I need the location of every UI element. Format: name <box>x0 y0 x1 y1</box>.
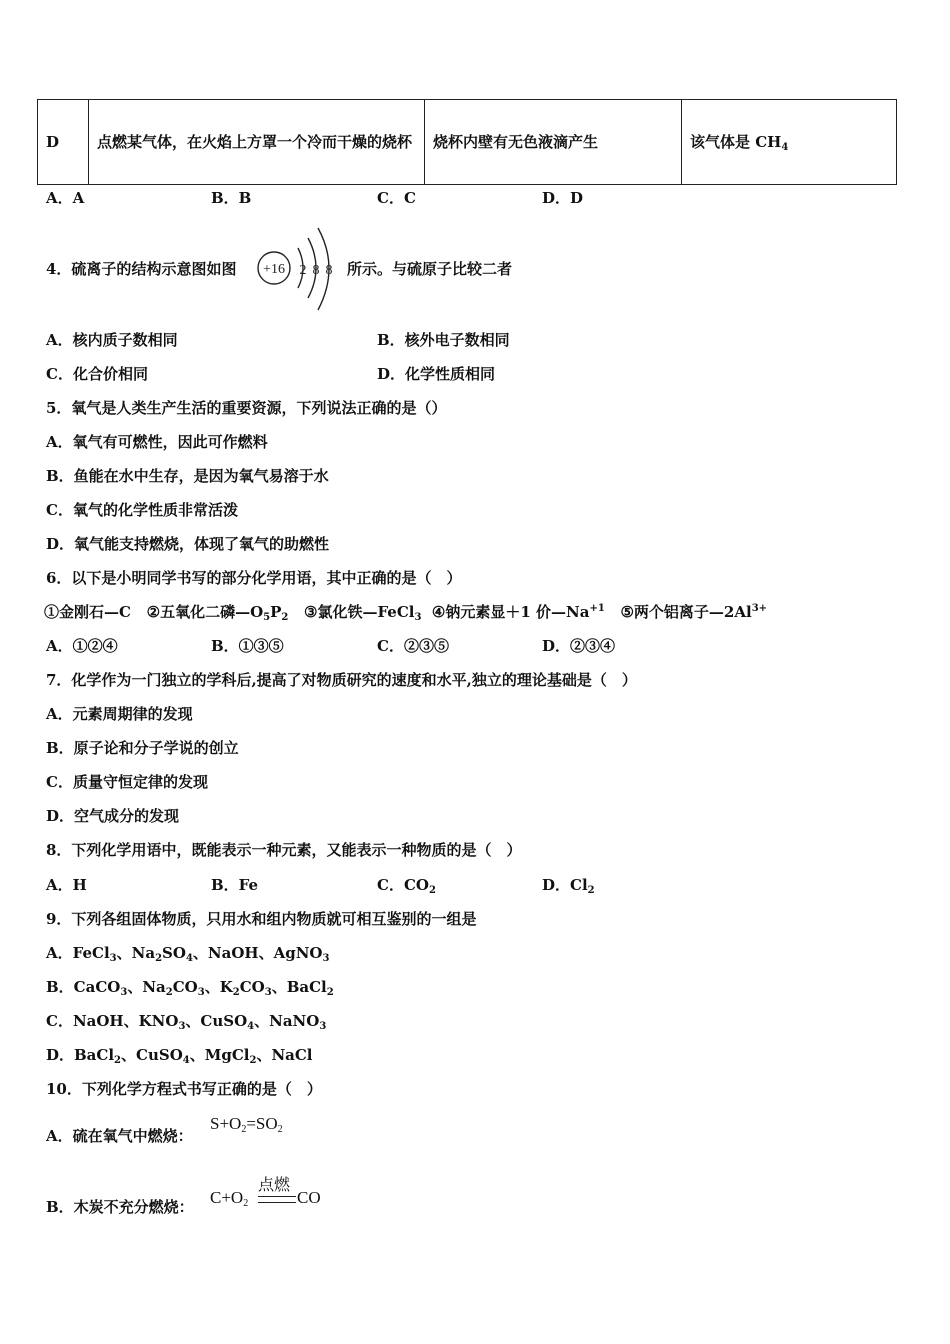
q6-option-d[interactable]: D．②③④ <box>542 637 616 655</box>
q3-option-b[interactable]: B．B <box>211 189 252 207</box>
q6-item-4: ④钠元素显＋1 价$—Na^{+1}$ <box>431 603 605 621</box>
q10-option-b-equation-left: $C+O_2$ <box>210 1188 249 1209</box>
q4-option-a[interactable]: A．核内质子数相同 <box>46 331 178 349</box>
sulfur-ion-structure-diagram <box>256 226 344 314</box>
q3-option-c[interactable]: C．C <box>377 189 416 207</box>
q10-option-b-equation-right: CO <box>297 1188 321 1207</box>
shell-3-electrons: 8 <box>325 263 333 278</box>
q5-option-a[interactable]: A．氧气有可燃性，因此可作燃料 <box>46 433 268 451</box>
q6-item-1: ①金刚石—C <box>44 603 131 621</box>
q7-option-c[interactable]: C．质量守恒定律的发现 <box>46 773 208 791</box>
q5-option-c[interactable]: C．氧气的化学性质非常活泼 <box>46 501 238 519</box>
q7-stem: 7．化学作为一门独立的学科后,提高了对物质研究的速度和水平,独立的理论基础是（ ） <box>46 671 637 689</box>
q8-option-a[interactable]: A．H <box>46 876 87 894</box>
q5-stem: 5．氧气是人类生产生活的重要资源，下列说法正确的是（） <box>46 399 447 417</box>
experiment-conclusion: 该气体是 $CH_4$ <box>682 100 897 185</box>
row-label: D <box>38 100 89 185</box>
q4-option-c[interactable]: C．化合价相同 <box>46 365 148 383</box>
q10-stem: 10．下列化学方程式书写正确的是（ ） <box>46 1080 322 1098</box>
q8-option-c[interactable]: C．$CO_2$ <box>377 876 436 896</box>
q7-option-a[interactable]: A．元素周期律的发现 <box>46 705 193 723</box>
q9-option-a[interactable]: A．FeCl$_3$、$Na_2SO_4$、NaOH、AgNO$_3$ <box>46 944 330 964</box>
shell-2-electrons: 8 <box>312 263 320 278</box>
q4-stem-before: 4．硫离子的结构示意图如图 <box>46 260 237 278</box>
experiment-operation: 点燃某气体，在火焰上方罩一个冷而干燥的烧杯 <box>89 100 425 185</box>
q4-stem-after: 所示。与硫原子比较二者 <box>347 260 513 278</box>
q7-option-d[interactable]: D．空气成分的发现 <box>46 807 180 825</box>
q6-option-a[interactable]: A．①②④ <box>46 637 118 655</box>
q10-option-b-condition: 点燃 <box>258 1177 291 1194</box>
q4-option-d[interactable]: D．化学性质相同 <box>377 365 496 383</box>
q9-stem: 9．下列各组固体物质，只用水和组内物质就可相互鉴别的一组是 <box>46 910 477 928</box>
q10-option-a-equation: $S+O_2=SO_2$ <box>210 1114 283 1135</box>
q9-option-d[interactable]: D．BaCl$_2$、CuSO$_4$、MgCl$_2$、NaCl <box>46 1046 313 1066</box>
q8-stem: 8．下列化学用语中，既能表示一种元素，又能表示一种物质的是（ ） <box>46 841 522 859</box>
table-row <box>38 100 897 185</box>
q10-option-b-equals-sign <box>258 1196 296 1203</box>
q6-item-2: ②五氧化二磷$—O_5P_2$ <box>146 603 289 623</box>
q7-option-b[interactable]: B．原子论和分子学说的创立 <box>46 739 239 757</box>
experiment-phenomenon: 烧杯内壁有无色液滴产生 <box>425 100 682 185</box>
q3-option-a[interactable]: A．A <box>46 189 85 207</box>
q6-option-c[interactable]: C．②③⑤ <box>377 637 449 655</box>
q6-option-b[interactable]: B．①③⑤ <box>211 637 284 655</box>
q9-option-c[interactable]: C．NaOH、$KNO_3$、CuSO$_4$、NaNO$_3$ <box>46 1012 327 1032</box>
question-table <box>37 99 897 185</box>
q6-stem: 6．以下是小明同学书写的部分化学用语，其中正确的是（ ） <box>46 569 462 587</box>
q6-items <box>44 602 767 622</box>
q10-option-b-label[interactable]: B．木炭不充分燃烧： <box>46 1198 194 1216</box>
q3-option-d[interactable]: D．D <box>542 189 584 207</box>
q5-option-b[interactable]: B．鱼能在水中生存，是因为氧气易溶于水 <box>46 467 329 485</box>
shell-1-electrons: 2 <box>299 263 307 278</box>
q8-option-b[interactable]: B．Fe <box>211 876 259 894</box>
q8-option-d[interactable]: D．$Cl_2$ <box>542 876 595 896</box>
q4-option-b[interactable]: B．核外电子数相同 <box>377 331 510 349</box>
nucleus-charge: +16 <box>263 262 285 277</box>
q9-option-b[interactable]: B．CaCO$_3$、$Na_2CO_3$、$K_2CO_3$、BaCl$_2$ <box>46 978 334 998</box>
q6-item-5: ⑤两个铝离子$—2Al^{3+}$ <box>620 603 768 621</box>
q10-option-a-label[interactable]: A．硫在氧气中燃烧： <box>46 1127 193 1145</box>
q6-item-3: ③氯化铁—FeCl$_3$ <box>304 603 422 623</box>
q5-option-d[interactable]: D．氧气能支持燃烧，体现了氧气的助燃性 <box>46 535 330 553</box>
